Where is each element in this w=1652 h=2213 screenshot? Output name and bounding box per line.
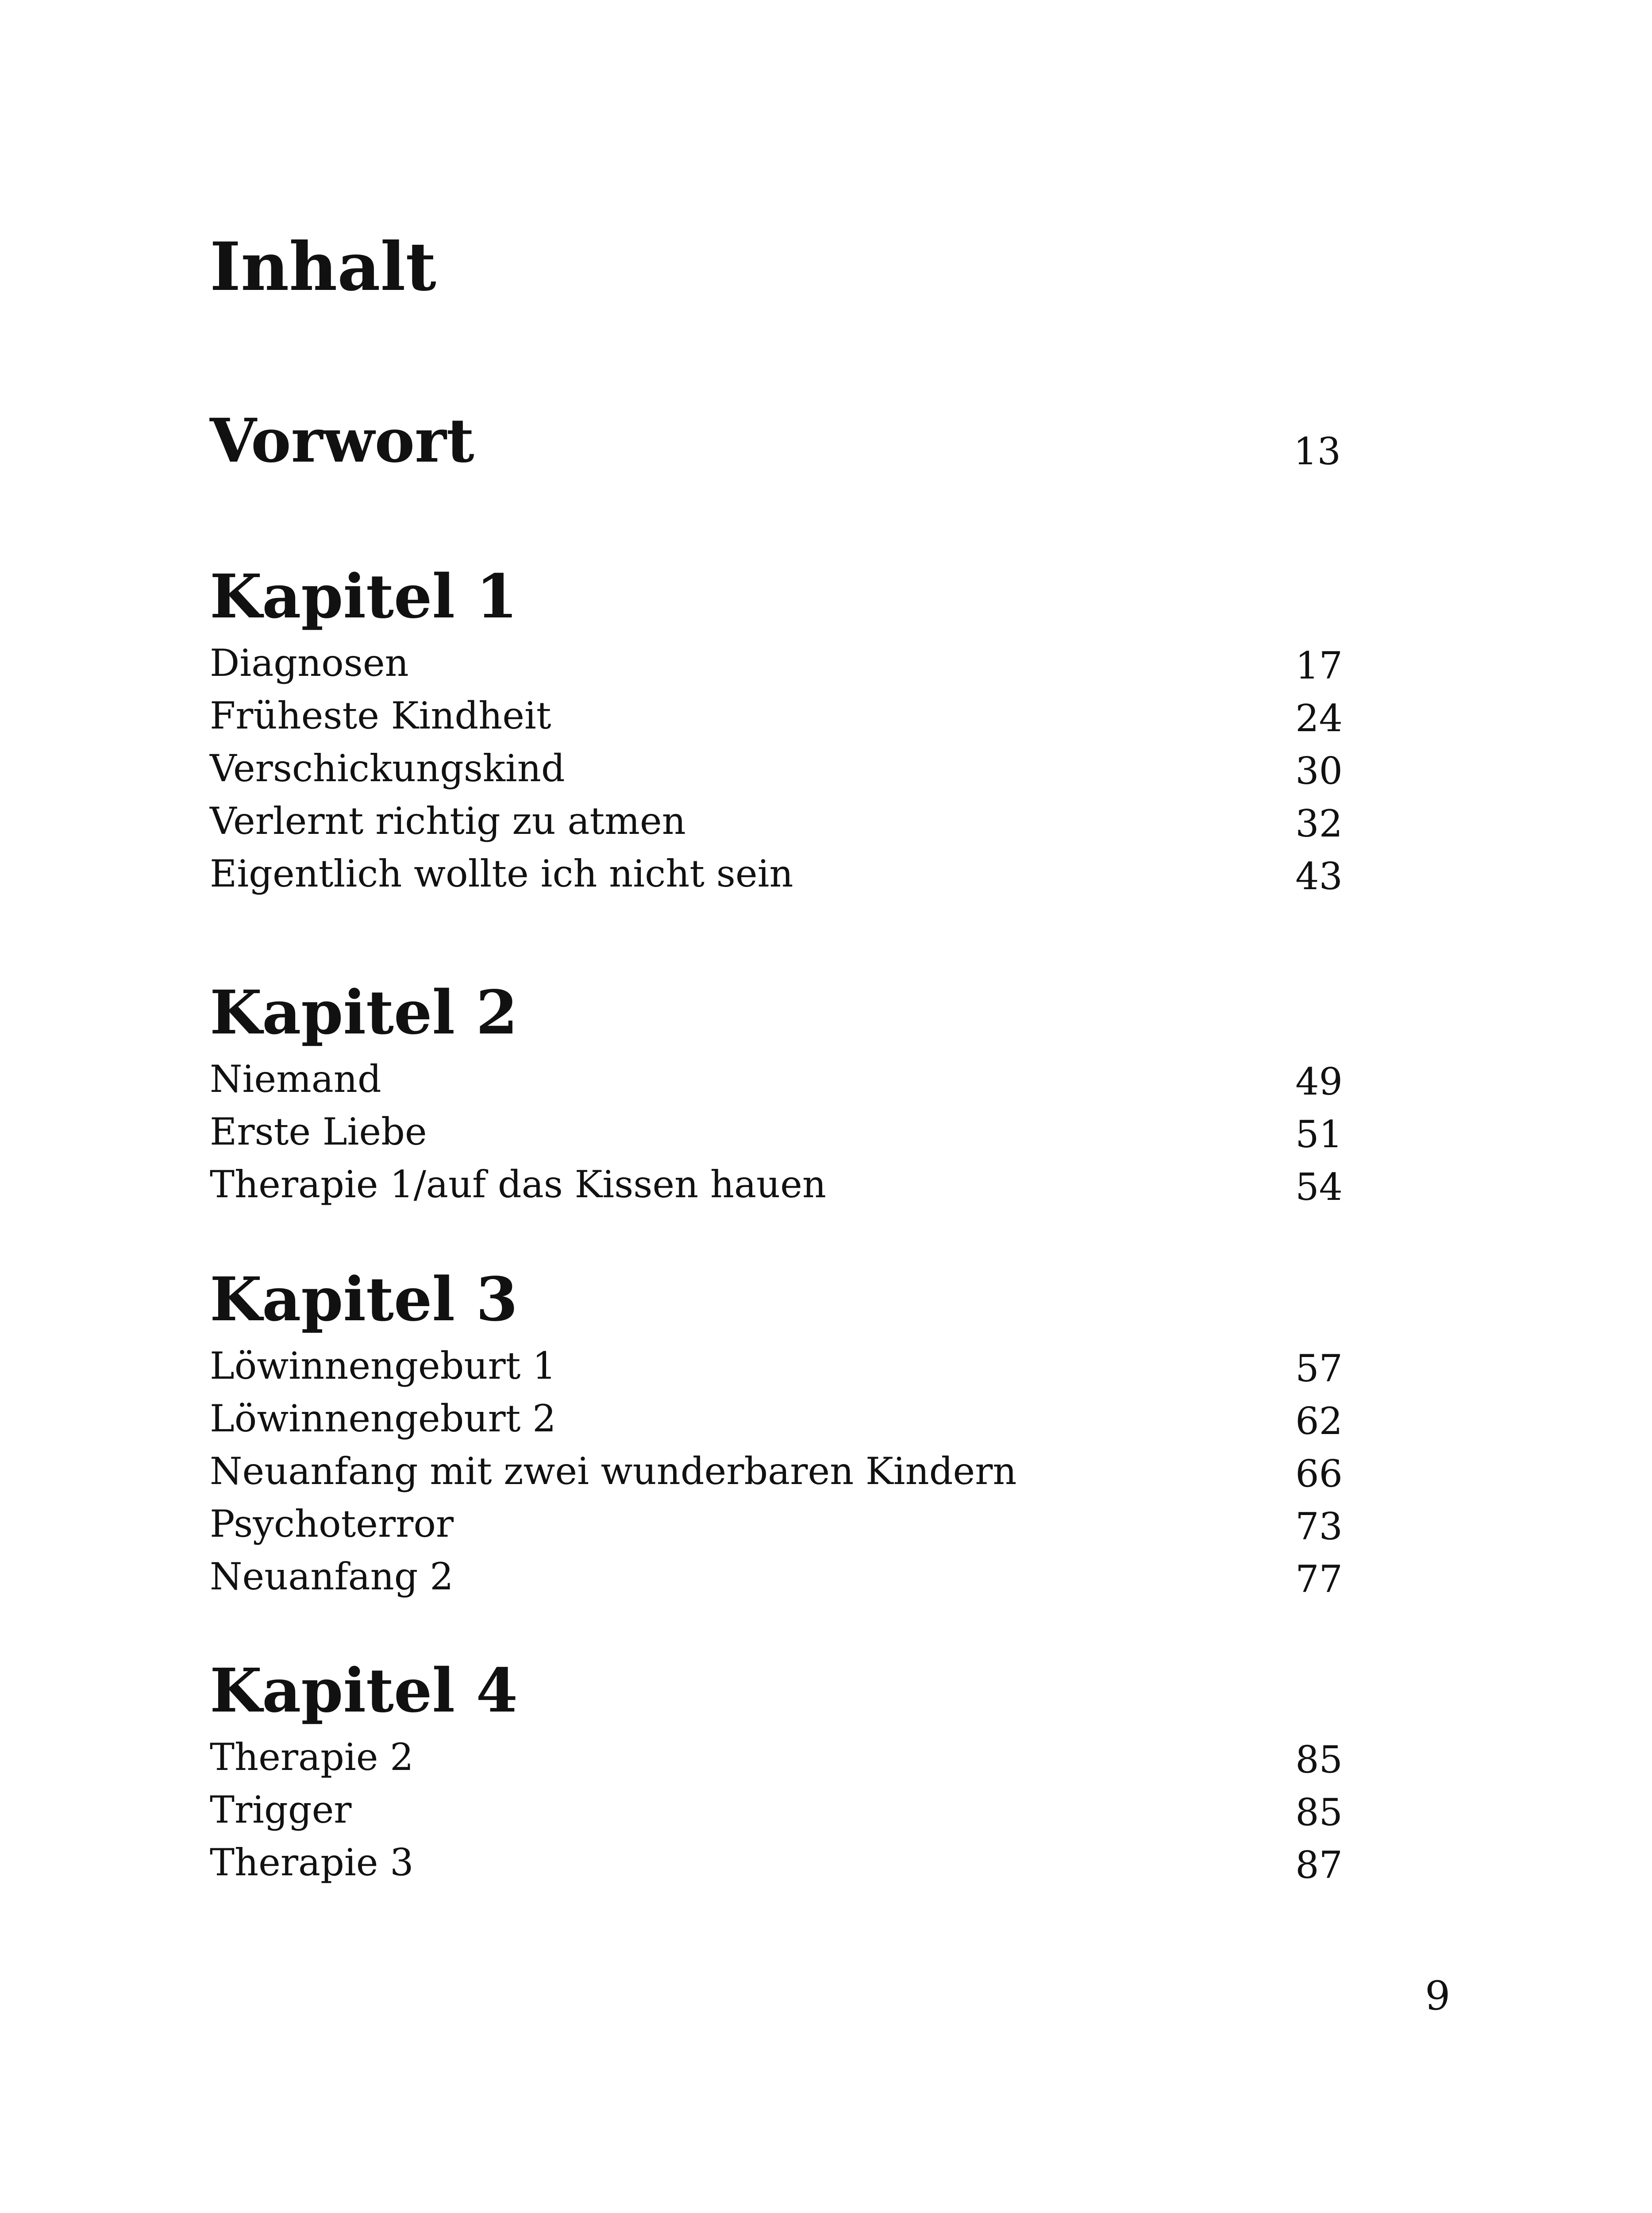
chapter-3-heading (210, 1264, 1343, 1336)
toc-entry-page: 73 (1295, 1505, 1343, 1548)
chapter-3-entries (210, 1344, 1343, 1607)
chapter-1-entries (210, 641, 1343, 904)
toc-entry-label: Löwinnengeburt 1 (210, 1344, 556, 1388)
toc-entry-page: 30 (1295, 749, 1343, 793)
page-title: Inhalt (210, 228, 436, 306)
toc-entry-page: 85 (1295, 1791, 1343, 1834)
toc-entry (210, 1110, 1343, 1162)
toc-entry-label: Therapie 2 (210, 1735, 414, 1779)
chapter-4-heading (210, 1655, 1343, 1727)
chapter-title: Kapitel 2 (210, 977, 518, 1048)
toc-entry-page: 57 (1295, 1347, 1343, 1390)
chapter-title: Kapitel 4 (210, 1655, 518, 1726)
toc-entry (210, 1502, 1343, 1554)
toc-entry-page: 49 (1295, 1060, 1343, 1103)
toc-entry-page: 66 (1295, 1452, 1343, 1496)
page-number: 9 (1425, 1973, 1451, 2019)
preface-page-number: 13 (1294, 430, 1341, 473)
toc-entry-page: 17 (1295, 644, 1343, 687)
toc-entry-label: Therapie 1/auf das Kissen hauen (210, 1163, 826, 1206)
toc-entry-page: 32 (1295, 802, 1343, 845)
toc-entry-page: 43 (1295, 855, 1343, 898)
toc-entry (210, 1449, 1343, 1502)
chapter-2-entries (210, 1057, 1343, 1215)
toc-entry-label: Neuanfang 2 (210, 1555, 454, 1598)
toc-entry-label: Niemand (210, 1057, 381, 1101)
chapter-4-entries (210, 1735, 1343, 1893)
toc-entry-page: 87 (1295, 1843, 1343, 1887)
toc-entry-label: Verlernt richtig zu atmen (210, 799, 686, 843)
chapter-title: Kapitel 1 (210, 561, 518, 632)
toc-entry-label: Psychoterror (210, 1502, 454, 1546)
toc-entry (210, 1057, 1343, 1110)
toc-entry-label: Therapie 3 (210, 1841, 414, 1884)
toc-entry (210, 1788, 1343, 1840)
toc-entry-page: 62 (1295, 1400, 1343, 1443)
toc-entry-label: Verschickungskind (210, 747, 565, 790)
chapter-2-heading (210, 977, 1343, 1049)
toc-entry (210, 746, 1343, 799)
toc-entry-label: Neuanfang mit zwei wunderbaren Kindern (210, 1450, 1017, 1493)
chapter-title: Kapitel 3 (210, 1264, 518, 1335)
toc-entry-label: Diagnosen (210, 641, 409, 685)
toc-entry (210, 1554, 1343, 1607)
toc-entry (210, 852, 1343, 904)
toc-entry-page: 85 (1295, 1738, 1343, 1781)
toc-entry (210, 1735, 1343, 1788)
toc-entry (210, 1162, 1343, 1215)
toc-entry-page: 24 (1295, 697, 1343, 740)
toc-entry (210, 694, 1343, 746)
toc-entry (210, 1396, 1343, 1449)
toc-entry-page: 77 (1295, 1558, 1343, 1601)
chapter-1-heading (210, 561, 1343, 633)
toc-entry (210, 1840, 1343, 1893)
toc-entry-label: Erste Liebe (210, 1110, 427, 1153)
toc-entry-label: Löwinnengeburt 2 (210, 1397, 556, 1440)
preface-heading (210, 405, 1343, 477)
toc-entry-label: Früheste Kindheit (210, 694, 551, 737)
toc-entry-label: Eigentlich wollte ich nicht sein (210, 852, 793, 895)
toc-entry (210, 641, 1343, 694)
preface-title: Vorwort (210, 405, 474, 476)
toc-entry-page: 54 (1295, 1165, 1343, 1209)
toc-entry (210, 799, 1343, 852)
toc-entry-label: Trigger (210, 1788, 352, 1831)
toc-entry (210, 1344, 1343, 1396)
toc-entry-page: 51 (1295, 1113, 1343, 1156)
